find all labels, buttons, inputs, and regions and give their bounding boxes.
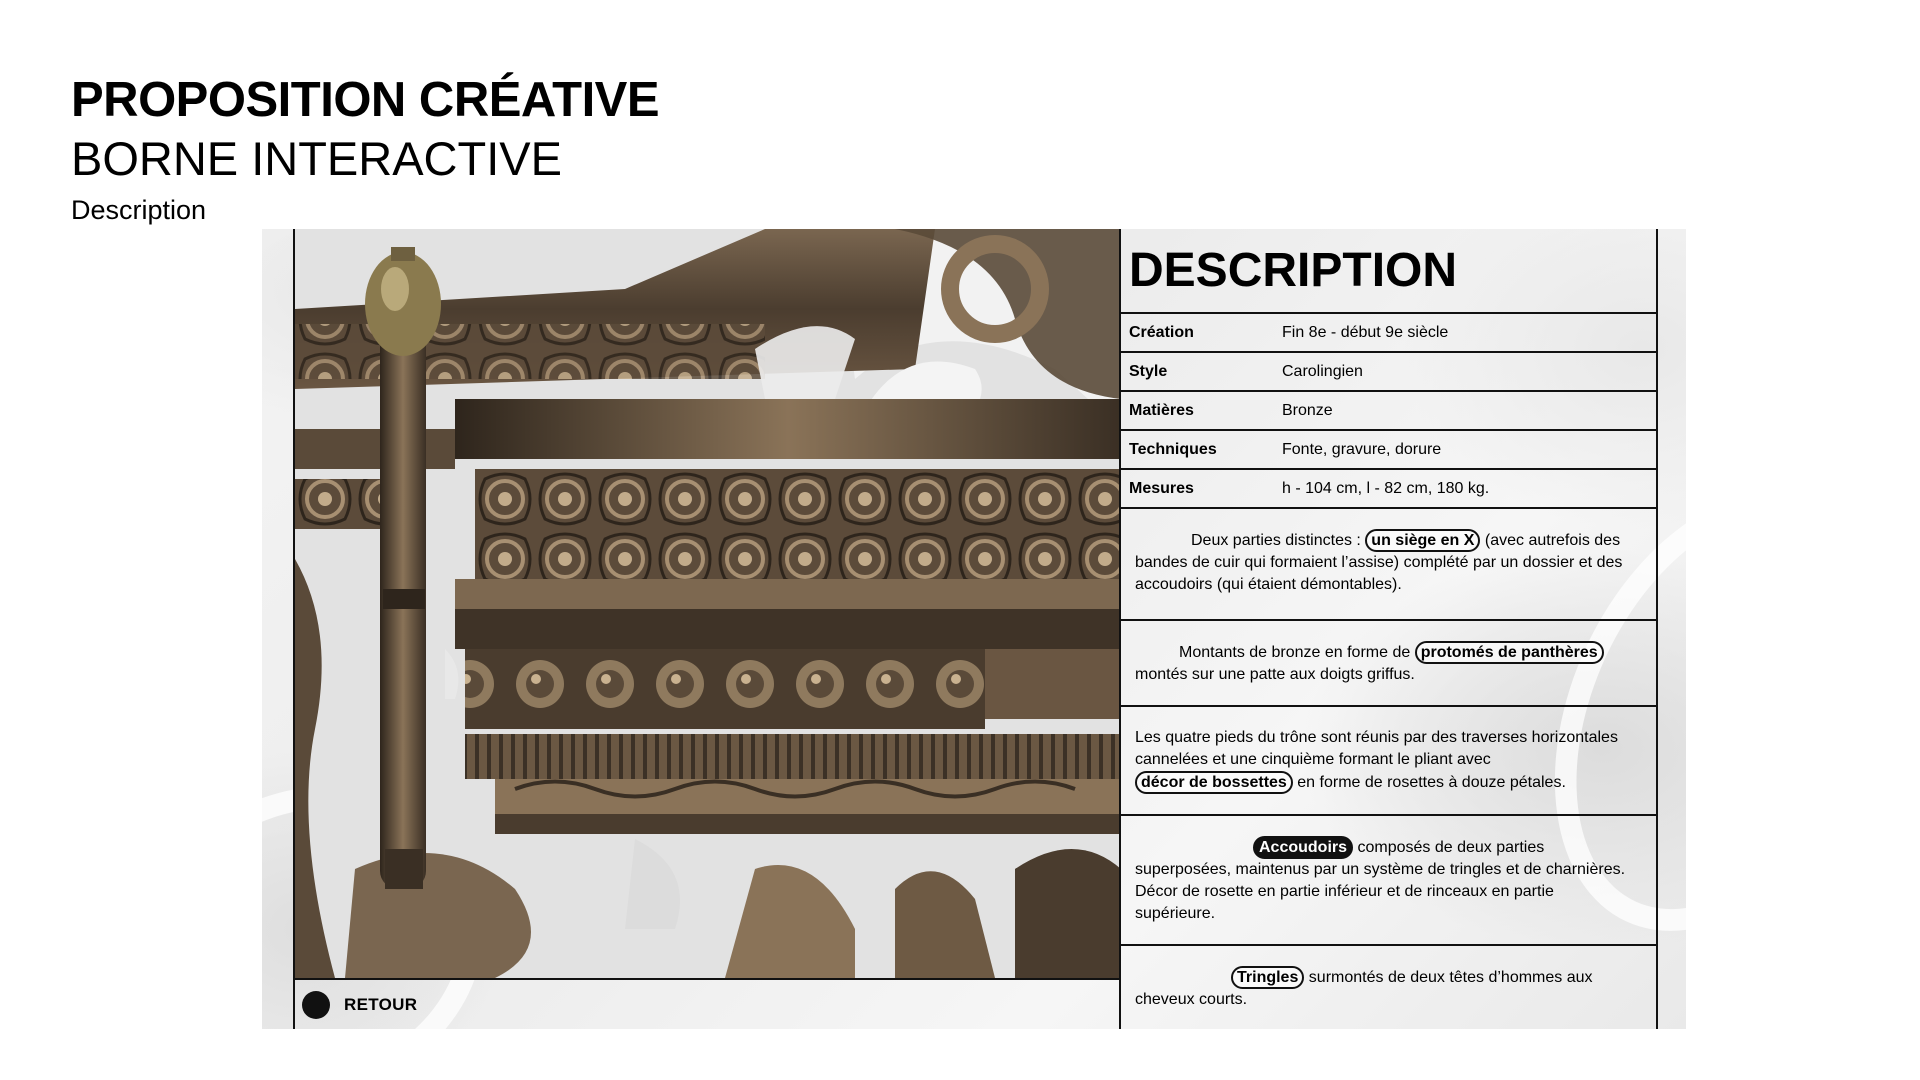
panel-title: DESCRIPTION <box>1121 229 1656 314</box>
note-text: Les quatre pieds du trône sont réunis par des traverses horizontales cannelées et une cinquième formant le pliant avec <box>1135 729 1618 768</box>
note-text: (avec autrefois des bandes de cuir qui formaient l’assise) complété par un dossier et des accoudoirs (qui étaient démontables). <box>1135 532 1623 593</box>
note-text: composés de deux parties superposées, maintenus par un système de tringles et de charnières. Décor de rosette en partie inférieur et de rinceaux en partie supérieure. <box>1135 839 1626 922</box>
spec-value: Fonte, gravure, dorure <box>1282 440 1442 458</box>
note-text: montés sur une patte aux doigts griffus. <box>1135 666 1415 683</box>
note-text: Deux parties distinctes : <box>1191 532 1366 549</box>
back-button-label: RETOUR <box>344 995 418 1014</box>
description-panel <box>1119 229 1658 1029</box>
hotspot-decor-de-bossettes[interactable]: décor de bossettes <box>1135 771 1293 794</box>
section-label: Description <box>71 195 207 225</box>
spec-row-materials <box>1121 392 1656 431</box>
note-text: en forme de rosettes à douze pétales. <box>1292 774 1566 791</box>
spec-value: h - 104 cm, l - 82 cm, 180 kg. <box>1282 479 1490 497</box>
hotspot-un-siege-en-x[interactable]: un siège en X <box>1365 529 1480 552</box>
note-uprights <box>1121 621 1656 707</box>
spec-value: Fin 8e - début 9e siècle <box>1282 323 1449 341</box>
hotspot-protomes-de-pantheres[interactable]: protomés de panthères <box>1415 641 1604 664</box>
note-text: surmontés de deux têtes d’hommes aux cheveux courts. <box>1135 969 1593 1008</box>
note-text: Montants de bronze en forme de <box>1179 644 1415 661</box>
spec-value: Carolingien <box>1282 362 1363 380</box>
spec-key: Création <box>1129 323 1194 341</box>
artwork-viewer[interactable] <box>293 229 1121 980</box>
spec-row-creation <box>1121 314 1656 353</box>
note-feet <box>1121 707 1656 816</box>
spec-key: Techniques <box>1129 440 1217 458</box>
viewer-divider <box>293 978 295 1029</box>
back-button[interactable] <box>302 991 417 1019</box>
spec-row-style <box>1121 353 1656 392</box>
kiosk-screen <box>262 229 1686 1029</box>
page-title: PROPOSITION CRÉATIVE <box>71 73 660 127</box>
spec-row-measures <box>1121 470 1656 509</box>
note-structure <box>1121 509 1656 621</box>
hotspot-accoudoirs[interactable]: Accoudoirs <box>1253 836 1353 859</box>
spec-row-techniques <box>1121 431 1656 470</box>
filled-circle-icon <box>302 991 330 1019</box>
note-armrests <box>1121 816 1656 946</box>
page-header <box>71 70 659 228</box>
spec-key: Matières <box>1129 401 1194 419</box>
page-subtitle: BORNE INTERACTIVE <box>71 132 562 185</box>
spec-value: Bronze <box>1282 401 1333 419</box>
note-rods <box>1121 946 1656 1025</box>
hotspot-tringles[interactable]: Tringles <box>1231 966 1304 989</box>
throne-image <box>295 229 1121 978</box>
spec-key: Style <box>1129 362 1168 380</box>
spec-key: Mesures <box>1129 479 1194 497</box>
